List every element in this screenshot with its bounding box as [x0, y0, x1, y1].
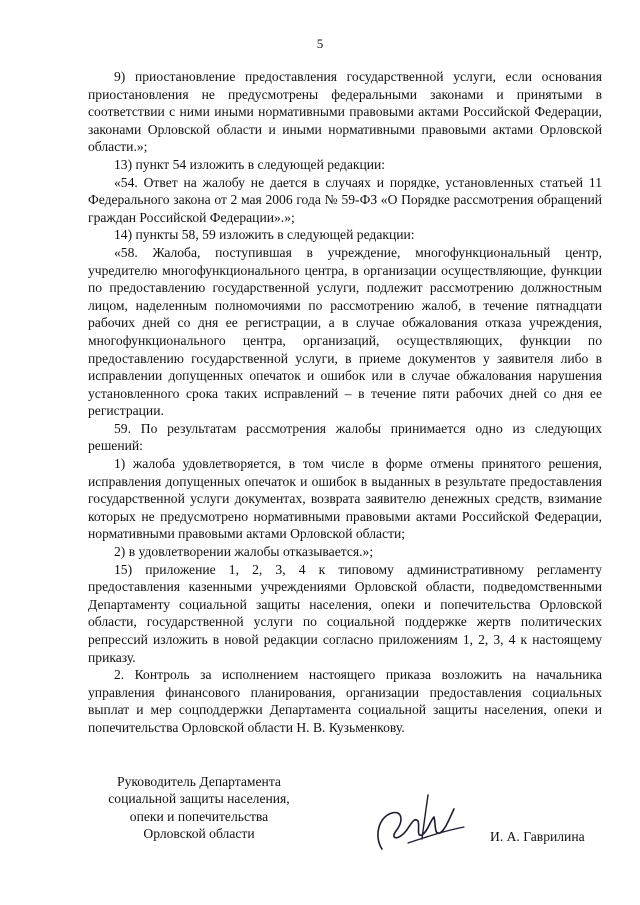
signatory-title-line: опеки и попечительства	[129, 808, 269, 824]
signatory-title-line: Руководитель Департамента	[117, 774, 281, 789]
paragraph-clause-54: «54. Ответ на жалобу не дается в случаях и порядке, установленных статьей 11 Федерального закона от 2 мая 2006 года № 59-ФЗ «О Порядке рассмотрения обращений граждан Российской Федерации».»;	[88, 174, 602, 225]
handwritten-signature	[368, 787, 468, 857]
paragraph-point-2: 2. Контроль за исполнением настоящего приказа возложить на начальника управления финансового планирования, организации предоставления социальных выплат и мер соцподдержки Департамента социальной защиты населения, опеки и попечительства Орловской области Н. В. Кузьменкову.	[88, 667, 602, 735]
page-number: 5	[316, 36, 324, 51]
signature-stroke	[378, 809, 454, 849]
paragraph-item-9: 9) приостановление предоставления государственной услуги, если основания приостановления не предусмотрены федеральными законами и принятыми в соответствии с ними иными нормативными правовыми актами Российской Федерации, законами Орловской области и иными нормативными правовыми актами Орловской области.»;	[88, 69, 602, 155]
signatory-title	[84, 773, 314, 843]
paragraph-item-15: 15) приложение 1, 2, 3, 4 к типовому административному регламенту предоставления казенными учреждениями Орловской области, подведомственными Департаменту социальной защиты населения, опеки и попечительства Орловской области, государственной услуги по социальной поддержке жертв политических репрессий изложить в новой редакции согласно приложениям 1, 2, 3, 4 к настоящему приказу.	[88, 561, 602, 665]
signature-block	[0, 773, 640, 883]
signatory-name: И. А. Гаврилина	[490, 829, 585, 844]
paragraph-decision-2: 2) в удовлетворении жалобы отказывается.»;	[114, 544, 374, 560]
paragraph-clause-58: «58. Жалоба, поступившая в учреждение, многофункциональный центр, учредителю многофункционального центра, в организации осуществляющие, функции по предоставлению государственной услуги, подлежит рассмотрению должностным лицом, наделенным полномочиями по рассмотрению жалоб, в течение пятнадцати рабочих дней со дня ее регистрации, а в случае обжалования отказа учреждения, многофункционального центра, организаций, осуществляющих, функции по предоставлению государственной услуги, в приеме документов у заявителя либо в исправлении допущенных опечаток и ошибок или в случае обжалования нарушения установленного срока таких исправлений – в течение пяти рабочих дней со дня ее регистрации.	[88, 244, 602, 419]
paragraph-decision-1: 1) жалоба удовлетворяется, в том числе в форме отмены принятого решения, исправления допущенных опечаток и ошибок в выданных в результате предоставления государственной услуги документах, возврата заявителю денежных средств, взимание которых не предусмотрено нормативными правовыми актами Российской Федерации, нормативными правовыми актами Орловской области;	[88, 456, 602, 542]
paragraph-clause-59: 59. По результатам рассмотрения жалобы принимается одно из следующих решений:	[88, 420, 602, 454]
paragraph-item-13: 13) пункт 54 изложить в следующей редакции:	[114, 156, 386, 172]
document-body	[88, 68, 602, 737]
signatory-title-line: социальной защиты населения,	[108, 791, 290, 807]
signatory-title-line: Орловской области	[143, 826, 255, 842]
paragraph-item-14: 14) пункты 58, 59 изложить в следующей редакции:	[114, 227, 415, 243]
